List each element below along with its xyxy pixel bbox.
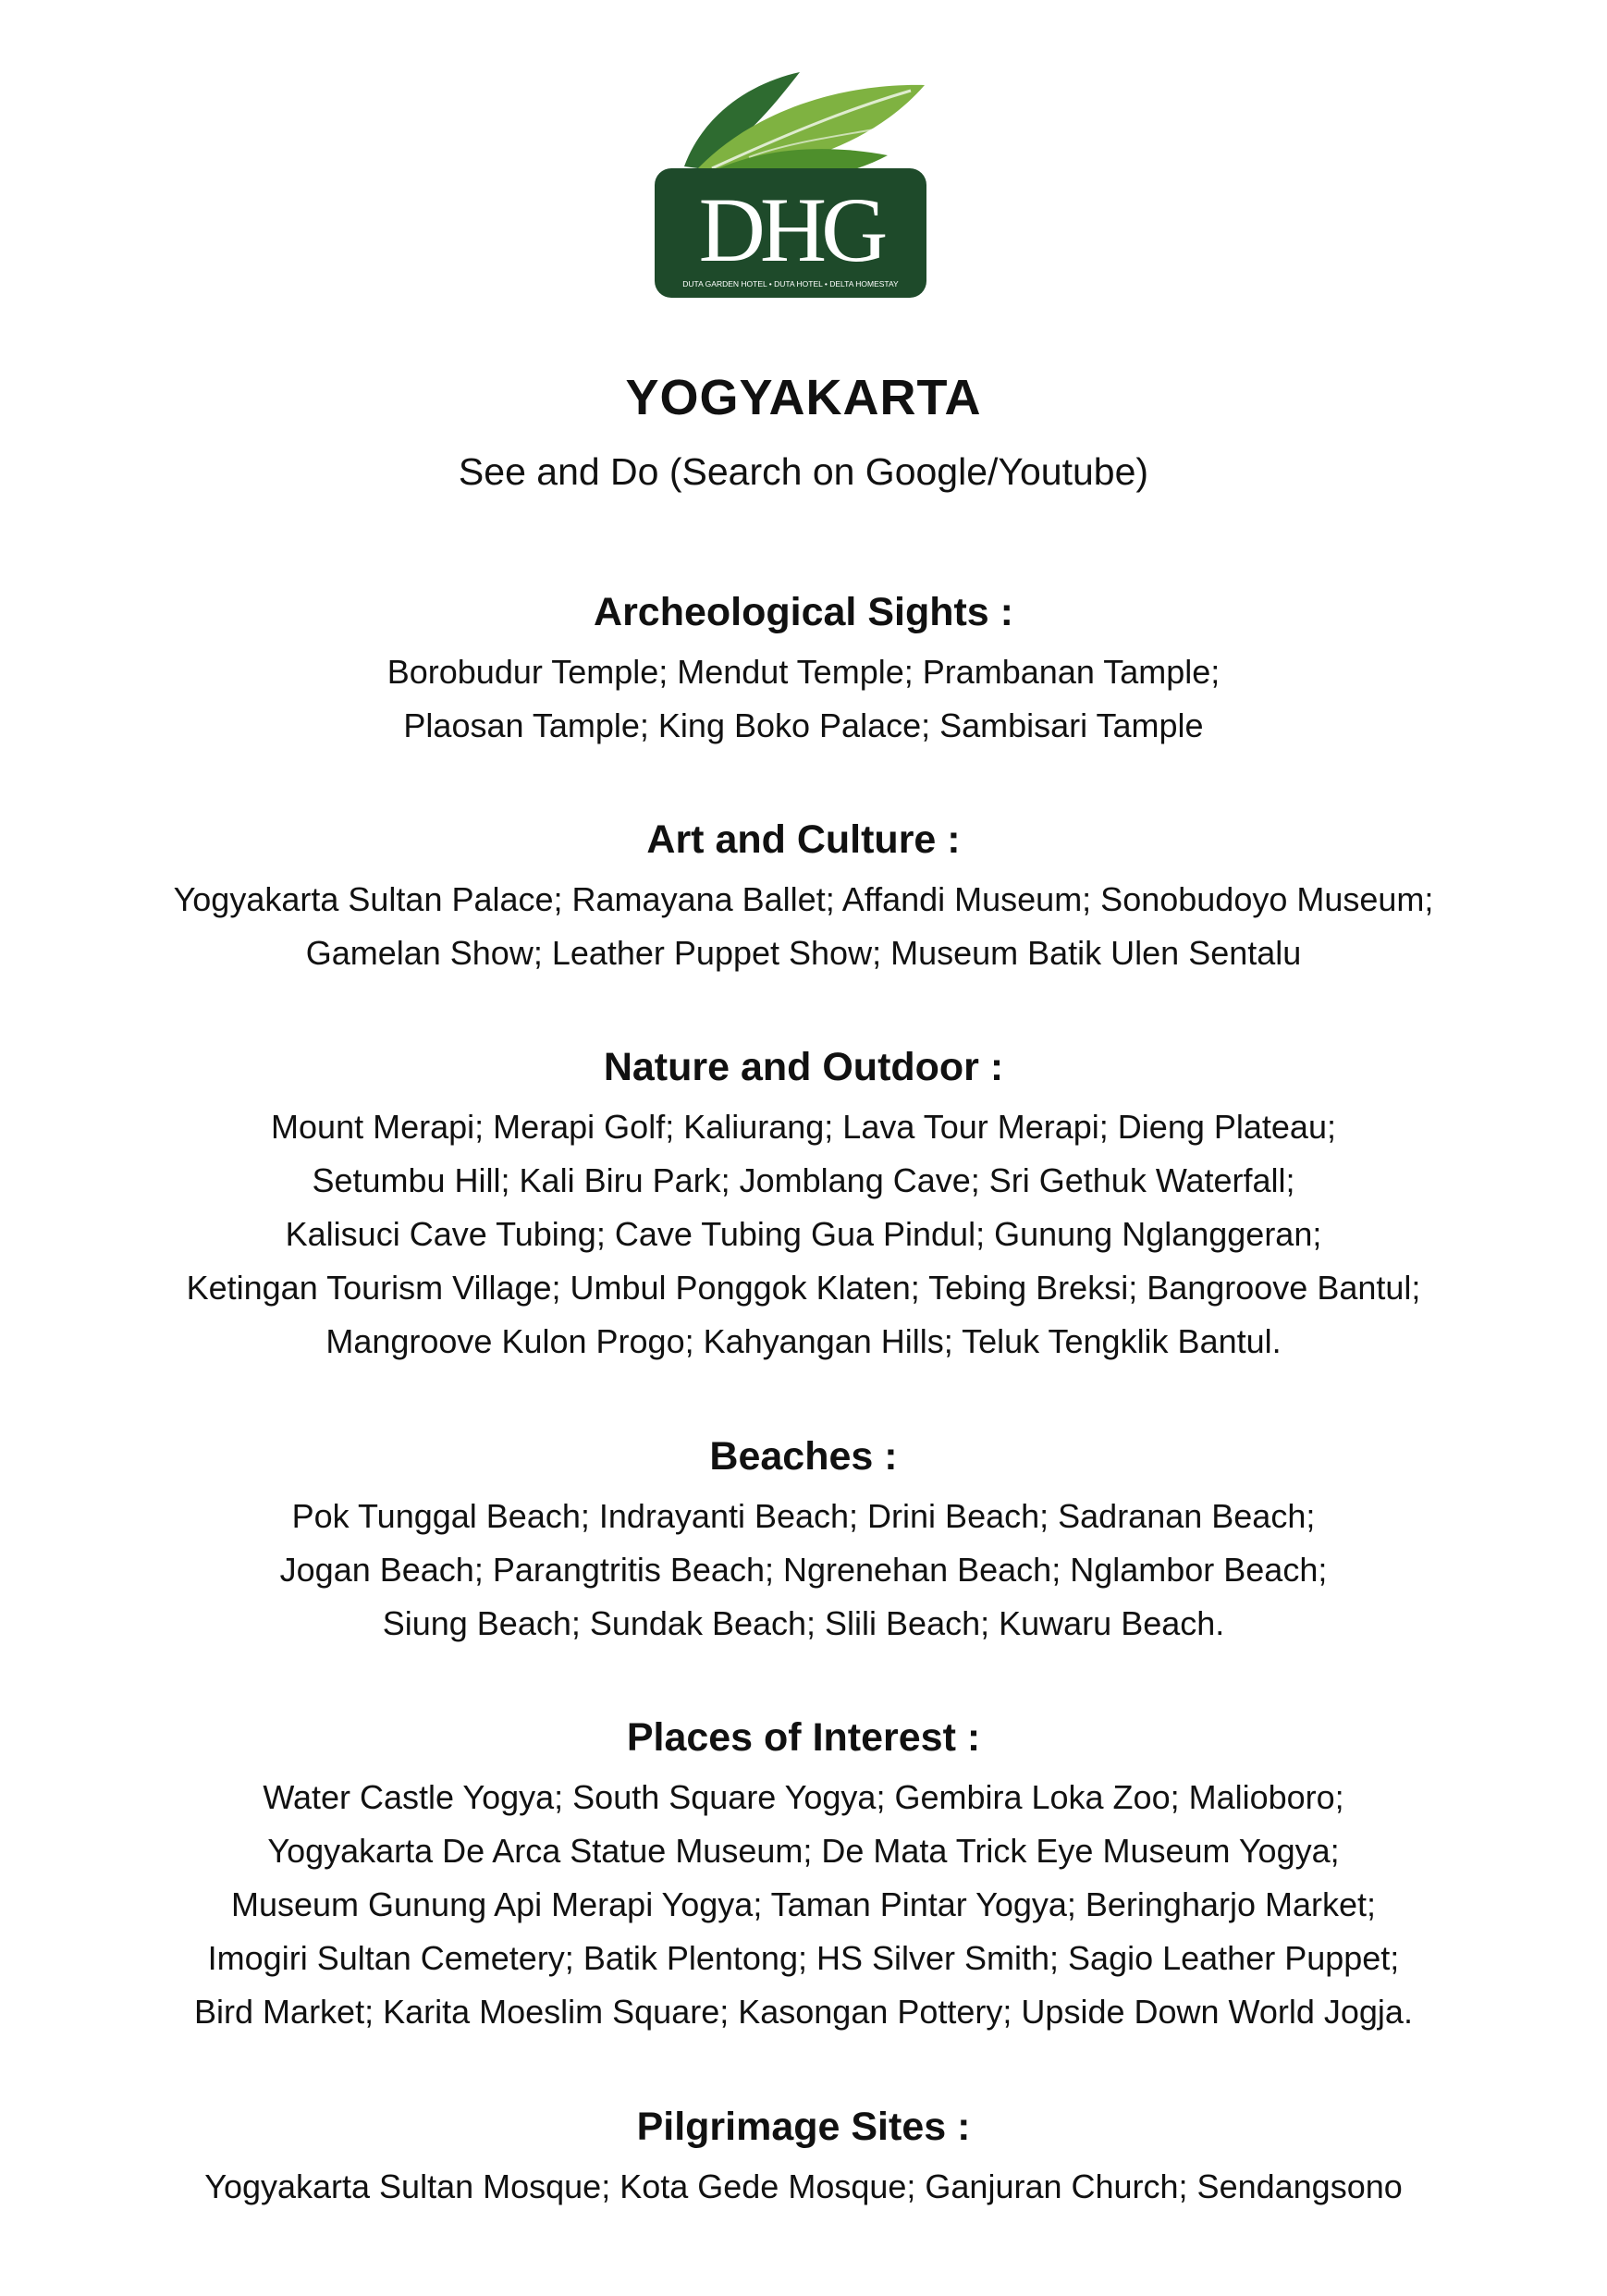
section-line: Borobudur Temple; Mendut Temple; Prambanan Tample; <box>386 653 1221 691</box>
section-heading: Pilgrimage Sites : <box>636 2105 971 2149</box>
dhg-logo-graphic <box>647 65 934 305</box>
section-heading: Beaches : <box>709 1434 898 1479</box>
section-line: Water Castle Yogya; South Square Yogya; Gembira Loka Zoo; Malioboro; <box>263 1778 1344 1816</box>
logo-letters: DHG <box>698 178 883 281</box>
section-line: Mangroove Kulon Progo; Kahyangan Hills; Teluk Tengklik Bantul. <box>325 1322 1282 1360</box>
section-pilgrimage-sites <box>0 2103 1607 2214</box>
section-art-and-culture <box>0 816 1607 980</box>
section-line: Yogyakarta Sultan Mosque; Kota Gede Mosque; Ganjuran Church; Sendangsono <box>204 2167 1403 2205</box>
page-title: YOGYAKARTA <box>625 370 982 425</box>
section-line: Jogan Beach; Parangtritis Beach; Ngrenehan Beach; Nglambor Beach; <box>279 1551 1328 1589</box>
section-places-of-interest <box>0 1713 1607 2039</box>
section-line: Setumbu Hill; Kali Biru Park; Jomblang Cave; Sri Gethuk Waterfall; <box>312 1161 1295 1199</box>
section-line: Museum Gunung Api Merapi Yogya; Taman Pintar Yogya; Beringharjo Market; <box>230 1885 1377 1923</box>
section-line: Mount Merapi; Merapi Golf; Kaliurang; Lava Tour Merapi; Dieng Plateau; <box>271 1108 1336 1146</box>
section-line: Plaosan Tample; King Boko Palace; Sambisari Tample <box>403 706 1204 744</box>
section-line: Siung Beach; Sundak Beach; Slili Beach; Kuwaru Beach. <box>382 1604 1225 1642</box>
section-heading: Nature and Outdoor : <box>603 1045 1004 1089</box>
section-archeological-sights <box>0 588 1607 753</box>
section-line: Kalisuci Cave Tubing; Cave Tubing Gua Pindul; Gunung Nglanggeran; <box>285 1215 1322 1253</box>
page-subtitle: See and Do (Search on Google/Youtube) <box>458 450 1149 493</box>
section-heading: Places of Interest : <box>626 1715 981 1760</box>
section-heading: Art and Culture : <box>646 817 961 862</box>
dhg-logo <box>647 65 934 305</box>
section-line: Ketingan Tourism Village; Umbul Ponggok Klaten; Tebing Breksi; Bangroove Bantul; <box>186 1269 1421 1307</box>
section-line: Yogyakarta De Arca Statue Museum; De Mata Trick Eye Museum Yogya; <box>267 1832 1340 1870</box>
logo-tagline: DUTA GARDEN HOTEL • DUTA HOTEL • DELTA HOMESTAY <box>682 279 899 289</box>
section-heading: Archeological Sights : <box>594 590 1013 634</box>
section-line: Bird Market; Karita Moeslim Square; Kasongan Pottery; Upside Down World Jogja. <box>194 1993 1413 2031</box>
section-line: Imogiri Sultan Cemetery; Batik Plentong; HS Silver Smith; Sagio Leather Puppet; <box>207 1939 1400 1977</box>
section-beaches <box>0 1432 1607 1651</box>
section-line: Gamelan Show; Leather Puppet Show; Museum Batik Ulen Sentalu <box>305 934 1302 972</box>
section-nature-and-outdoor <box>0 1043 1607 1369</box>
section-line: Pok Tunggal Beach; Indrayanti Beach; Drini Beach; Sadranan Beach; <box>291 1497 1316 1535</box>
section-line: Yogyakarta Sultan Palace; Ramayana Ballet; Affandi Museum; Sonobudoyo Museum; <box>173 880 1434 918</box>
